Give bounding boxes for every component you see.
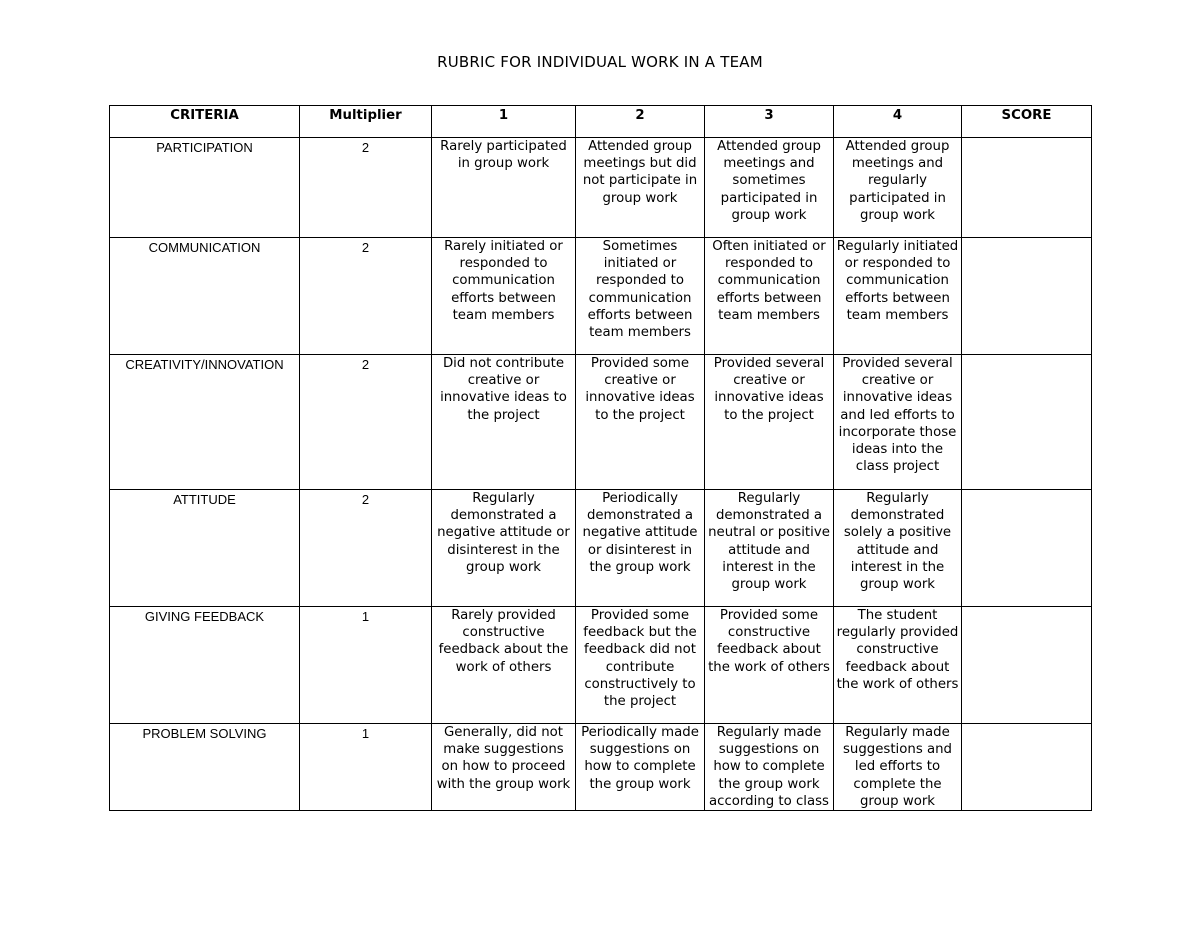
level-4-cell: Provided several creative or innovative ideas and led efforts to incorporate those ideas into the class project: [834, 355, 962, 490]
level-1-cell: Rarely participated in group work: [432, 138, 576, 238]
level-3-cell: Regularly made suggestions on how to complete the group work according to class: [705, 724, 834, 811]
level-4-cell: Attended group meetings and regularly participated in group work: [834, 138, 962, 238]
table-row: [110, 238, 1092, 355]
level-3-cell: Provided some constructive feedback about the work of others: [705, 607, 834, 724]
criteria-cell: PROBLEM SOLVING: [110, 724, 300, 811]
multiplier-cell: 2: [300, 355, 432, 490]
criteria-cell: GIVING FEEDBACK: [110, 607, 300, 724]
score-cell[interactable]: [962, 490, 1092, 607]
level-1-cell: Regularly demonstrated a negative attitude or disinterest in the group work: [432, 490, 576, 607]
score-cell[interactable]: [962, 724, 1092, 811]
level-4-cell: The student regularly provided constructive feedback about the work of others: [834, 607, 962, 724]
page-title: RUBRIC FOR INDIVIDUAL WORK IN A TEAM: [437, 53, 763, 71]
header-level-3: 3: [705, 106, 834, 138]
table-row: [110, 724, 1092, 811]
level-1-cell: Generally, did not make suggestions on how to proceed with the group work: [432, 724, 576, 811]
multiplier-cell: 2: [300, 238, 432, 355]
level-2-cell: Periodically demonstrated a negative attitude or disinterest in the group work: [576, 490, 705, 607]
score-cell[interactable]: [962, 355, 1092, 490]
level-1-cell: Did not contribute creative or innovative ideas to the project: [432, 355, 576, 490]
criteria-cell: ATTITUDE: [110, 490, 300, 607]
level-2-cell: Periodically made suggestions on how to complete the group work: [576, 724, 705, 811]
header-multiplier: Multiplier: [300, 106, 432, 138]
level-4-cell: Regularly demonstrated solely a positive attitude and interest in the group work: [834, 490, 962, 607]
level-2-cell: Provided some feedback but the feedback did not contribute constructively to the project: [576, 607, 705, 724]
multiplier-cell: 1: [300, 724, 432, 811]
table-row: [110, 490, 1092, 607]
score-cell[interactable]: [962, 238, 1092, 355]
header-level-4: 4: [834, 106, 962, 138]
table-row: [110, 355, 1092, 490]
score-cell[interactable]: [962, 607, 1092, 724]
level-3-cell: Attended group meetings and sometimes participated in group work: [705, 138, 834, 238]
header-row: [110, 106, 1092, 138]
rubric-table: [109, 105, 1092, 811]
table-row: [110, 607, 1092, 724]
multiplier-cell: 2: [300, 138, 432, 238]
level-2-cell: Sometimes initiated or responded to communication efforts between team members: [576, 238, 705, 355]
multiplier-cell: 1: [300, 607, 432, 724]
level-1-cell: Rarely initiated or responded to communication efforts between team members: [432, 238, 576, 355]
level-1-cell: Rarely provided constructive feedback about the work of others: [432, 607, 576, 724]
level-4-cell: Regularly made suggestions and led efforts to complete the group work: [834, 724, 962, 811]
level-3-cell: Often initiated or responded to communication efforts between team members: [705, 238, 834, 355]
criteria-cell: COMMUNICATION: [110, 238, 300, 355]
header-criteria: CRITERIA: [110, 106, 300, 138]
level-4-cell: Regularly initiated or responded to communication efforts between team members: [834, 238, 962, 355]
header-level-1: 1: [432, 106, 576, 138]
criteria-cell: CREATIVITY/INNOVATION: [110, 355, 300, 490]
score-cell[interactable]: [962, 138, 1092, 238]
level-2-cell: Provided some creative or innovative ideas to the project: [576, 355, 705, 490]
header-level-2: 2: [576, 106, 705, 138]
multiplier-cell: 2: [300, 490, 432, 607]
header-score: SCORE: [962, 106, 1092, 138]
level-2-cell: Attended group meetings but did not participate in group work: [576, 138, 705, 238]
criteria-cell: PARTICIPATION: [110, 138, 300, 238]
level-3-cell: Provided several creative or innovative ideas to the project: [705, 355, 834, 490]
level-3-cell: Regularly demonstrated a neutral or positive attitude and interest in the group work: [705, 490, 834, 607]
table-row: [110, 138, 1092, 238]
